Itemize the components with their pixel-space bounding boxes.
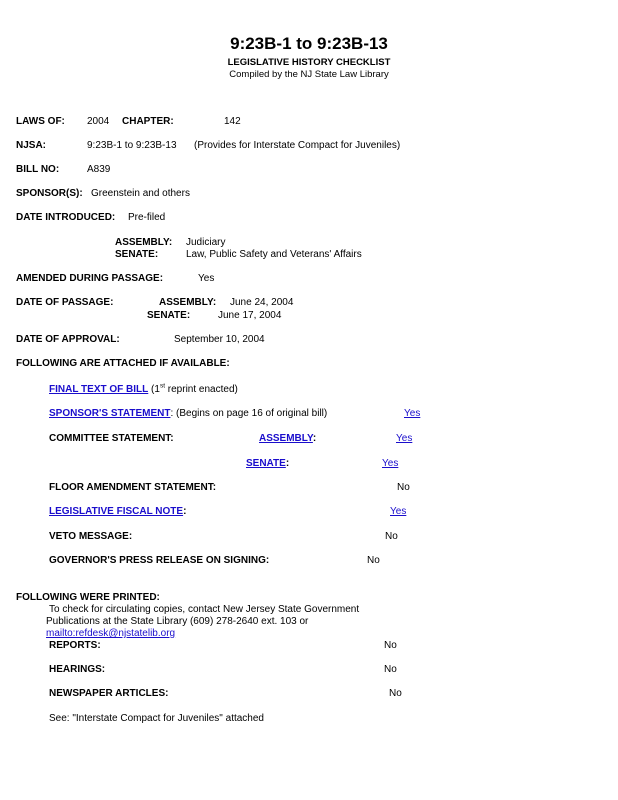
printed-note-line2: Publications at the State Library (609) 278-2640 ext. 103 or (46, 616, 309, 627)
chapter-value: 142 (224, 116, 241, 127)
refdesk-mail-link[interactable]: mailto:refdesk@njstatelib.org (46, 628, 176, 639)
compiled-by: Compiled by the NJ State Law Library (229, 69, 389, 80)
page-title: 9:23B-1 to 9:23B-13 (230, 34, 388, 53)
hearings-value: No (384, 664, 397, 675)
chapter-label: CHAPTER: (122, 116, 174, 127)
sponsor-statement-note: : (Begins on page 16 of original bill) (170, 408, 328, 419)
reports-value: No (384, 640, 397, 651)
committee-senate-yes-link[interactable]: Yes (382, 458, 399, 469)
newspaper-value: No (389, 688, 402, 699)
final-text-link[interactable]: FINAL TEXT OF BILL (49, 384, 149, 395)
sponsor-statement-link[interactable]: SPONSOR'S STATEMENT (49, 408, 171, 419)
passage-senate-label: SENATE: (147, 310, 191, 321)
printed-heading: FOLLOWING WERE PRINTED: (16, 592, 160, 603)
laws-of-value: 2004 (87, 116, 110, 127)
passage-senate-value: June 17, 2004 (218, 310, 282, 321)
date-introduced-label: DATE INTRODUCED: (16, 212, 116, 223)
njsa-value: 9:23B-1 to 9:23B-13 (87, 140, 177, 151)
sponsor-statement-row (49, 408, 327, 419)
sponsor-statement-yes-link[interactable]: Yes (404, 408, 421, 419)
njsa-label: NJSA: (16, 140, 47, 151)
veto-message-label: VETO MESSAGE: (49, 531, 133, 542)
fiscal-note-row: LEGISLATIVE FISCAL NOTE: (49, 506, 187, 517)
committee-statement-assembly-link[interactable]: ASSEMBLY (259, 433, 313, 444)
press-release-label: GOVERNOR'S PRESS RELEASE ON SIGNING: (49, 555, 270, 566)
committee-assembly-yes-link[interactable]: Yes (396, 433, 413, 444)
attached-heading: FOLLOWING ARE ATTACHED IF AVAILABLE: (16, 358, 230, 369)
committee-assembly-value: Judiciary (186, 237, 226, 248)
committee-statement-label: COMMITTEE STATEMENT: (49, 433, 174, 444)
committee-statement-senate-link[interactable]: SENATE (246, 458, 286, 469)
reports-label: REPORTS: (49, 640, 101, 651)
printed-note-line1: To check for circulating copies, contact New Jersey State Government (49, 604, 360, 615)
committee-statement-senate: SENATE: (246, 458, 290, 469)
committee-senate-label: SENATE: (115, 249, 159, 260)
final-text-row (49, 384, 238, 395)
date-of-approval-label: DATE OF APPROVAL: (16, 334, 120, 345)
passage-assembly-value: June 24, 2004 (230, 297, 294, 308)
press-release-value: No (367, 555, 380, 566)
veto-message-value: No (385, 531, 398, 542)
date-introduced-value: Pre-filed (128, 212, 166, 223)
amended-value: Yes (198, 273, 215, 284)
floor-amendment-label: FLOOR AMENDMENT STATEMENT: (49, 482, 217, 493)
njsa-description: (Provides for Interstate Compact for Juveniles) (194, 140, 401, 151)
fiscal-note-link[interactable]: LEGISLATIVE FISCAL NOTE (49, 506, 184, 517)
floor-amendment-value: No (397, 482, 410, 493)
date-of-passage-label: DATE OF PASSAGE: (16, 297, 114, 308)
hearings-label: HEARINGS: (49, 664, 106, 675)
passage-assembly-label: ASSEMBLY: (159, 297, 217, 308)
laws-of-label: LAWS OF: (16, 116, 65, 127)
committee-senate-value: Law, Public Safety and Veterans' Affairs (186, 249, 362, 260)
final-text-note: (1st reprint enacted) (151, 382, 238, 395)
fiscal-note-yes-link[interactable]: Yes (390, 506, 407, 517)
committee-assembly-label: ASSEMBLY: (115, 237, 173, 248)
bill-no-value: A839 (87, 164, 111, 175)
bill-no-label: BILL NO: (16, 164, 60, 175)
committee-statement-assembly: ASSEMBLY: (259, 433, 317, 444)
document-subtitle: LEGISLATIVE HISTORY CHECKLIST (227, 57, 391, 68)
sponsors-value: Greenstein and others (91, 188, 190, 199)
sponsors-label: SPONSOR(S): (16, 188, 83, 199)
amended-label: AMENDED DURING PASSAGE: (16, 273, 164, 284)
newspaper-label: NEWSPAPER ARTICLES: (49, 688, 169, 699)
date-of-approval-value: September 10, 2004 (174, 334, 265, 345)
see-note: See: "Interstate Compact for Juveniles" attached (49, 713, 264, 724)
